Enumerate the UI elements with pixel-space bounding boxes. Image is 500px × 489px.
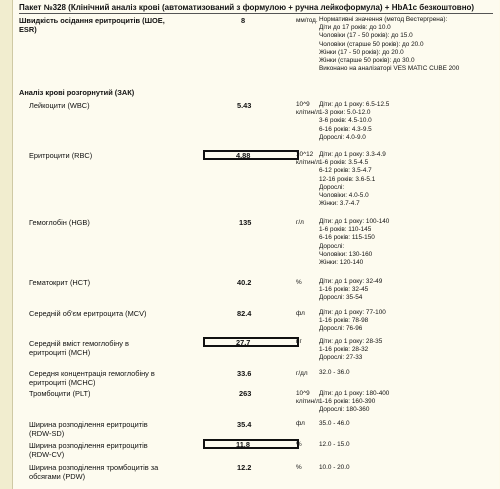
row-reference — [319, 278, 382, 303]
lab-report-sheet — [12, 0, 499, 489]
row-value: 5.43 — [237, 101, 252, 110]
esr-ref-line: Виконано на аналізаторі VES MATIC CUBE 200 — [319, 65, 460, 73]
unit-line: 10^9 — [296, 390, 310, 397]
row-value: 12.2 — [237, 463, 252, 472]
row-name: еритроциті (MCHC) — [29, 378, 96, 387]
row-name: Середня концентрація гемоглобіну в — [29, 369, 155, 378]
row-name: Лейкоцити (WBC) — [29, 101, 90, 110]
row-reference: 32.0 - 36.0 — [319, 369, 350, 376]
ref-line: Діти: до 1 року: 100-140 — [319, 218, 390, 225]
row-reference: 10.0 - 20.0 — [319, 464, 350, 471]
row-value: 33.6 — [237, 369, 252, 378]
ref-line: 6-16 років: 115-150 — [319, 234, 375, 242]
esr-reference — [319, 16, 459, 73]
ref-line: 1-16 років: 78-98 — [319, 317, 369, 325]
ref-line: 3-6 років: 4.5-10.0 — [319, 117, 372, 125]
row-name: Гемоглобін (HGB) — [29, 218, 90, 227]
ref-line: Дорослі: 35-54 — [319, 294, 363, 302]
row-unit — [296, 101, 320, 117]
row-unit: г/л — [296, 219, 304, 226]
unit-line: 10^9 — [296, 101, 310, 108]
row-reference — [319, 151, 386, 208]
row-reference — [319, 338, 382, 363]
row-name: Середній об'єм еритроцита (MCV) — [29, 309, 147, 318]
row-unit: % — [296, 464, 302, 471]
row-name: Ширина розподілення еритроцитів — [29, 420, 148, 429]
esr-ref-line: Жінки (старше 50 років): до 30.0 — [319, 57, 415, 65]
row-value: 4.88 — [236, 151, 251, 160]
row-value: 35.4 — [237, 420, 252, 429]
ref-line: Діти: до 1 року: 28-35 — [319, 338, 383, 345]
ref-line: Жінки: 3.7-4.7 — [319, 200, 360, 208]
row-unit: г/дл — [296, 370, 308, 377]
ref-line: Чоловіки: 4.0-5.0 — [319, 192, 369, 200]
row-unit: фл — [296, 420, 305, 427]
ref-line: 1-16 років: 32-45 — [319, 286, 369, 294]
row-reference — [319, 390, 389, 415]
row-reference — [319, 309, 386, 334]
row-name: (RDW-CV) — [29, 450, 65, 459]
ref-line: Діти: до 1 року: 32-49 — [319, 278, 383, 285]
row-name: (RDW-SD) — [29, 429, 65, 438]
ref-line: Дорослі: — [319, 183, 345, 191]
header-divider — [19, 13, 493, 14]
row-name: Тромбоцити (PLT) — [29, 389, 91, 398]
section-title: Аналіз крові розгорнутий (ЗАК) — [19, 88, 135, 97]
row-value: 27.7 — [236, 338, 251, 347]
row-unit: % — [296, 279, 302, 286]
row-name: обсягами (PDW) — [29, 472, 86, 481]
row-reference: 12.0 - 15.0 — [319, 441, 350, 448]
ref-line: 1-16 років: 160-390 — [319, 398, 376, 406]
row-name: Ширина розподілення еритроцитів — [29, 441, 148, 450]
row-unit — [296, 151, 320, 167]
ref-line: Дорослі: 27-33 — [319, 354, 363, 362]
row-unit: % — [296, 441, 302, 448]
row-reference: 35.0 - 46.0 — [319, 420, 350, 427]
ref-line: Діти: до 1 року: 6.5-12.5 — [319, 101, 390, 108]
esr-value: 8 — [241, 16, 246, 25]
esr-ref-line: Жінки (17 - 50 років): до 20.0 — [319, 48, 404, 56]
row-name: Еритроцити (RBC) — [29, 151, 93, 160]
esr-name-line-2: ESR) — [19, 25, 37, 34]
ref-line: 1-6 років: 3.5-4.5 — [319, 159, 369, 167]
row-name: Гематокрит (HCT) — [29, 278, 91, 287]
ref-line: 6-16 років: 4.3-9.5 — [319, 125, 372, 133]
esr-ref-line: Діти до 17 років: до 10.0 — [319, 24, 391, 32]
flagged-value-box — [203, 337, 299, 347]
left-margin-strip — [0, 0, 12, 489]
ref-line: Діти: до 1 року: 180-400 — [319, 390, 390, 397]
unit-line: 10^12 — [296, 151, 314, 158]
esr-ref-line: Чоловіки (17 - 50 років): до 15.0 — [319, 32, 413, 40]
row-reference — [319, 101, 389, 142]
ref-line: 1-16 років: 28-32 — [319, 346, 369, 354]
unit-line: клітин/л — [296, 398, 320, 405]
ref-line: Чоловіки: 130-160 — [319, 250, 373, 258]
row-unit: фл — [296, 310, 305, 317]
row-name: Ширина розподілення тромбоцитів за — [29, 463, 159, 472]
ref-line: Дорослі: 76-96 — [319, 325, 363, 333]
unit-line: клітин/л — [296, 159, 320, 166]
package-title: Пакет №328 (Клінічний аналіз крові (автоматизований з формулою + ручна лейкоформула) + HbA1c безкоштовно) — [19, 3, 475, 12]
ref-line: Діти: до 1 року: 3.3-4.9 — [319, 151, 386, 158]
flagged-value-box — [203, 150, 299, 160]
ref-line: 1-6 років: 110-145 — [319, 226, 372, 234]
esr-unit: мм/год. — [296, 17, 318, 24]
row-value: 135 — [239, 218, 252, 227]
flagged-value-box — [203, 439, 299, 449]
esr-name-line-1: Швидкість осідання еритроцитів (ШОЕ, — [19, 16, 165, 25]
ref-line: Дорослі: 4.0-9.0 — [319, 133, 366, 141]
row-value: 263 — [239, 389, 252, 398]
row-name: еритроциті (MCH) — [29, 348, 91, 357]
ref-line: 12-16 років: 3.6-5.1 — [319, 175, 376, 183]
row-reference — [319, 218, 389, 267]
unit-line: клітин/л — [296, 109, 320, 116]
row-name: Середній вміст гемоглобіну в — [29, 339, 129, 348]
ref-line: 1-3 роки: 5.0-12.0 — [319, 109, 371, 117]
ref-line: Діти: до 1 року: 77-100 — [319, 309, 386, 316]
row-value: 82.4 — [237, 309, 252, 318]
ref-line: 6-12 років: 3.5-4.7 — [319, 167, 372, 175]
row-unit — [296, 390, 320, 406]
ref-line: Дорослі: 180-360 — [319, 406, 370, 414]
ref-line: Жінки: 120-140 — [319, 259, 364, 267]
row-unit: пг — [296, 338, 302, 345]
row-value: 40.2 — [237, 278, 252, 287]
esr-ref-line: Чоловіки (старше 50 років): до 20.0 — [319, 40, 424, 48]
esr-ref-line: Нормативні значення (метод Вестергрена): — [319, 16, 448, 23]
ref-line: Дорослі: — [319, 242, 345, 250]
row-value: 11.8 — [236, 440, 250, 449]
